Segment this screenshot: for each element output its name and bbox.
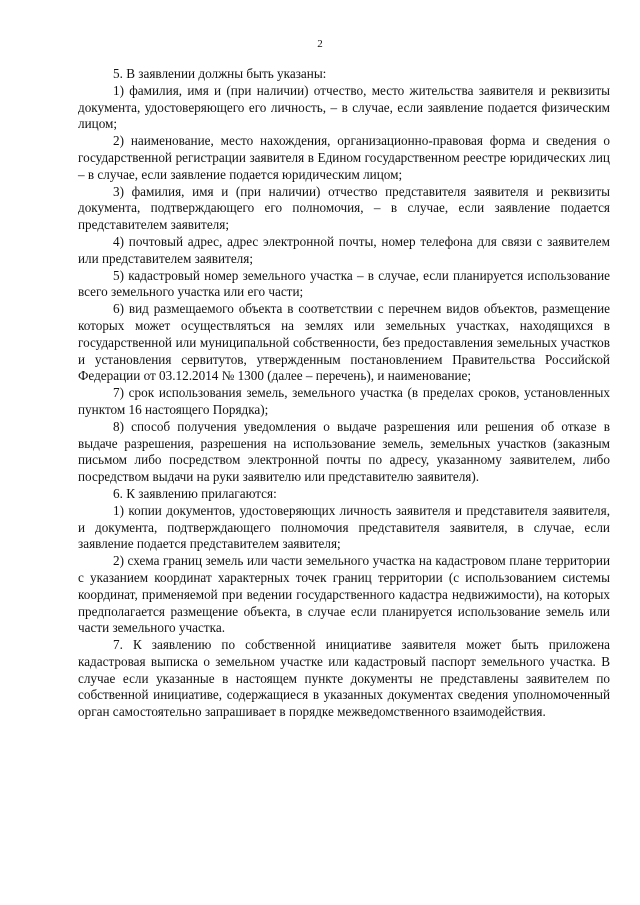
- page-number: 2: [317, 38, 323, 50]
- paragraph-section-5-heading: 5. В заявлении должны быть указаны:: [113, 66, 327, 81]
- paragraph-item-5-7: 7) срок использования земель, земельного участка (в пределах сроков, установленных пунктом 16 настоящего Порядка);: [78, 385, 610, 417]
- document-body: [78, 66, 610, 721]
- paragraph-item-5-1: 1) фамилия, имя и (при наличии) отчество, место жительства заявителя и реквизиты документа, удостоверяющего его личность, – в случае, если заявление подается физическим лицом;: [78, 82, 610, 132]
- paragraph-item-5-8: 8) способ получения уведомления о выдаче разрешения или решения об отказе в выдаче разрешения, разрешения на использование земель, земельных участков (заказным письмом либо посредством электронной почты по адресу, указанному заявителем, либо посредством выдачи на руки заявителю или представителю заявителя).: [78, 418, 610, 485]
- paragraph-item-5-3: 3) фамилия, имя и (при наличии) отчество представителя заявителя и реквизиты документа, подтверждающего его полномочия, – в случае, если заявление подается представителем заявителя;: [78, 183, 610, 233]
- paragraph-item-5-6: 6) вид размещаемого объекта в соответствии с перечнем видов объектов, размещение которых может осуществляться на землях или земельных участках, находящихся в государственной или муниципальной собственности, без предоставления земельных участков и установления сервитутов, утвержденным постановлением Правительства Российской Федерации от 03.12.2014 № 1300 (далее – перечень), и наименование;: [78, 301, 610, 384]
- paragraph-item-5-4: 4) почтовый адрес, адрес электронной почты, номер телефона для связи с заявителем или представителем заявителя;: [78, 233, 610, 266]
- paragraph-item-6-2: 2) схема границ земель или части земельного участка на кадастровом плане территории с указанием координат характерных точек границ территории (с использованием системы координат, применяемой при ведении государственного кадастра недвижимости), на которых предполагается размещение объекта, в случае если планируется использование земель или части земельного участка.: [78, 553, 610, 636]
- paragraph-item-6-1: 1) копии документов, удостоверяющих личность заявителя и представителя заявителя, и документа, подтверждающего полномочия представителя заявителя, в случае, если заявление подается представителем заявителя;: [78, 502, 610, 552]
- paragraph-item-5-2: 2) наименование, место нахождения, организационно-правовая форма и сведения о государственной регистрации заявителя в Едином государственном реестре юридических лиц – в случае, если заявление подается юридическим лицом;: [78, 133, 610, 182]
- paragraph-item-5-5: 5) кадастровый номер земельного участка – в случае, если планируется использование всего земельного участка или его части;: [78, 267, 610, 300]
- paragraph-section-6-heading: 6. К заявлению прилагаются:: [113, 485, 277, 501]
- paragraph-section-7: 7. К заявлению по собственной инициативе заявителя может быть приложена кадастровая выписка о земельном участке или кадастровый паспорт земельного участка. В случае если указанные в настоящем пункте документы не представлены заявителем по собственной инициативе, содержащиеся в указанных документах сведения уполномоченный орган самостоятельно запрашивает в порядке межведомственного взаимодействия.: [78, 637, 610, 720]
